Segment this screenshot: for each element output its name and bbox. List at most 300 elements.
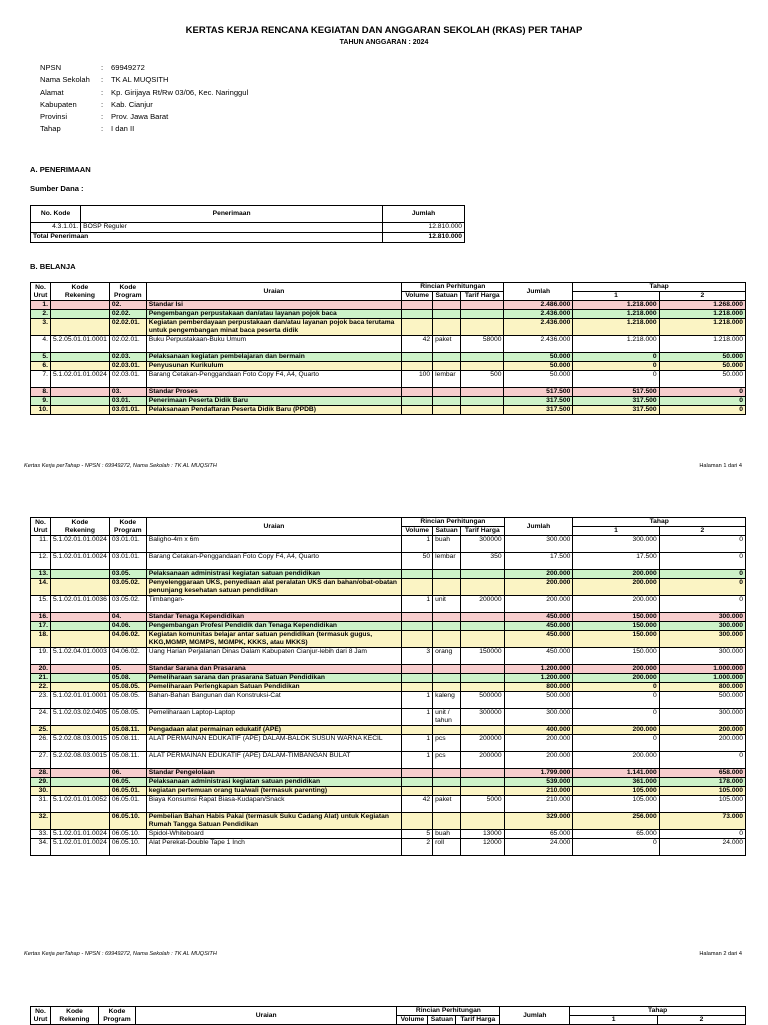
no-cell: 3. xyxy=(31,319,51,336)
uraian-cell: Baligho-4m x 6m xyxy=(146,536,401,553)
uraian-cell: Pelaksanaan kegiatan pembelajaran dan bermain xyxy=(146,353,401,362)
rekening-cell: 5.1.02.01.01.0024 xyxy=(50,839,109,856)
rekening-cell xyxy=(50,388,109,397)
rekening-cell: 5.1.02.03.02.0405 xyxy=(50,709,109,726)
satuan-cell xyxy=(433,622,461,631)
tahap-1-cell: 1.141.000 xyxy=(573,769,659,778)
header-volume xyxy=(402,292,433,301)
table-row xyxy=(31,683,746,692)
no-cell: 31. xyxy=(31,796,51,813)
header-text: 2 xyxy=(700,527,705,534)
table-row xyxy=(31,223,465,233)
tahap-2-cell: 73.000 xyxy=(659,813,745,830)
no-cell: 8. xyxy=(31,388,51,397)
tahap-1-cell: 150.000 xyxy=(573,622,659,631)
volume-cell: 5 xyxy=(402,830,433,839)
header-text: Jumlah xyxy=(526,522,551,530)
tahap-1-cell: 1.218.000 xyxy=(573,310,659,319)
jumlah-cell: 200.000 xyxy=(504,570,573,579)
tahap-1-cell: 0 xyxy=(573,709,659,726)
no-cell: 17. xyxy=(31,622,51,631)
tahap-2-cell: 300.000 xyxy=(659,613,745,622)
table-row xyxy=(31,726,746,735)
uraian-cell: Pemeliharaan Perlengkapan Satuan Pendidikan xyxy=(146,683,401,692)
header-kode-program xyxy=(109,283,146,301)
program-cell: 05.08. xyxy=(109,674,146,683)
info-row xyxy=(40,75,248,87)
satuan-cell xyxy=(433,301,461,310)
program-cell: 02.02.01. xyxy=(109,319,146,336)
program-cell: 06. xyxy=(109,769,146,778)
volume-cell xyxy=(402,787,433,796)
header-text: Rincian Perhitungan xyxy=(415,1007,481,1014)
tahap-1-cell: 200.000 xyxy=(573,726,659,735)
jumlah-cell: 2.436.000 xyxy=(504,310,573,319)
header-text: Volume xyxy=(405,292,429,299)
volume-cell: 50 xyxy=(402,553,433,570)
no-cell: 5. xyxy=(31,353,51,362)
program-cell: 03.01. xyxy=(109,397,146,406)
penerimaan-cell: BOSP Reguler xyxy=(81,223,383,233)
tahap-1-cell: 300.000 xyxy=(573,536,659,553)
tarif-cell: 500 xyxy=(461,371,504,388)
rekening-cell: 5.1.02.04.01.0003 xyxy=(50,648,109,665)
table-row xyxy=(31,301,746,310)
tahap-2-cell: 0 xyxy=(659,388,745,397)
header-text: Kode xyxy=(108,1007,126,1015)
jumlah-cell: 1.200.000 xyxy=(504,665,573,674)
volume-cell xyxy=(402,778,433,787)
header-satuan xyxy=(433,527,461,536)
uraian-cell: Pemeliharaan sarana dan prasarana Satuan Pendidikan xyxy=(146,674,401,683)
satuan-cell: roll xyxy=(433,839,461,856)
table-row xyxy=(31,353,746,362)
satuan-cell xyxy=(433,769,461,778)
satuan-cell xyxy=(433,353,461,362)
volume-cell: 3 xyxy=(402,648,433,665)
satuan-cell xyxy=(433,319,461,336)
header-text: Kode xyxy=(119,518,137,526)
header-text: Satuan xyxy=(435,292,458,299)
no-cell: 32. xyxy=(31,813,51,830)
tahap-2-cell: 105.000 xyxy=(659,787,745,796)
tahap-1-cell: 17.500 xyxy=(573,553,659,570)
table-row xyxy=(31,622,746,631)
jumlah-cell: 1.799.000 xyxy=(504,769,573,778)
table-row xyxy=(31,709,746,726)
tarif-cell xyxy=(461,319,504,336)
uraian-cell: Timbangan- xyxy=(146,596,401,613)
uraian-cell: Biaya Konsumsi Rapat Biasa-Kudapan/Snack xyxy=(146,796,401,813)
tahap-2-cell: 0 xyxy=(659,570,745,579)
header-tarif-harga xyxy=(461,292,504,301)
header-tarif-harga xyxy=(461,527,504,536)
header-tahap-2 xyxy=(658,1016,746,1025)
program-cell: 06.05.01. xyxy=(109,787,146,796)
tahap-1-cell: 517.500 xyxy=(573,388,659,397)
volume-cell: 42 xyxy=(402,336,433,353)
program-cell: 04.06.02. xyxy=(109,648,146,665)
jumlah-cell: 539.000 xyxy=(504,778,573,787)
header-volume xyxy=(402,527,433,536)
program-cell: 06.05.10. xyxy=(109,813,146,830)
tahap-1-cell: 0 xyxy=(573,683,659,692)
tahap-1-cell: 200.000 xyxy=(573,674,659,683)
document-title: KERTAS KERJA RENCANA KEGIATAN DAN ANGGARAN SEKOLAH (RKAS) PER TAHAP xyxy=(185,25,583,36)
info-value: Kp. Girijaya Rt/Rw 03/06, Kec. Naringgul xyxy=(111,87,249,97)
satuan-cell xyxy=(433,362,461,371)
uraian-cell: Penyelenggaraan UKS, penyediaan alat peralatan UKS dan bahan/obat-obatan penunjang kesehatan satuan pendidikan xyxy=(146,579,401,596)
info-row xyxy=(40,100,248,112)
info-label: Kabupaten xyxy=(40,99,77,109)
info-row xyxy=(40,124,248,136)
no-cell: 2. xyxy=(31,310,51,319)
uraian-cell: Pembelian Bahan Habis Pakai (termasuk Suku Cadang Alat) untuk Kegiatan Rumah Tangga Satuan Pendidikan xyxy=(146,813,401,830)
satuan-cell: paket xyxy=(433,336,461,353)
program-cell: 06.05. xyxy=(109,778,146,787)
table-row xyxy=(31,596,746,613)
tarif-cell xyxy=(461,353,504,362)
uraian-cell: Pengadaan alat permainan edukatif (APE) xyxy=(146,726,401,735)
sumber-dana-label: Sumber Dana : xyxy=(30,184,84,193)
header-text: Program xyxy=(103,1015,131,1023)
tarif-cell: 500000 xyxy=(461,692,504,709)
jumlah-cell: 200.000 xyxy=(504,596,573,613)
total-value: 12.810.000 xyxy=(383,233,465,243)
rekening-cell xyxy=(50,353,109,362)
no-cell: 29. xyxy=(31,778,51,787)
table-row xyxy=(31,813,746,830)
tahap-2-cell: 200.000 xyxy=(659,735,745,752)
volume-cell xyxy=(402,769,433,778)
header-text: Tahap xyxy=(648,1007,668,1014)
no-cell: 13. xyxy=(31,570,51,579)
no-cell: 24. xyxy=(31,709,51,726)
tahap-2-cell: 300.000 xyxy=(659,648,745,665)
jumlah-cell: 50.000 xyxy=(504,371,573,388)
header-text: Tahap xyxy=(649,518,669,525)
header-tahap-2 xyxy=(659,527,745,536)
header-text: Kode xyxy=(71,283,89,291)
volume-cell xyxy=(402,362,433,371)
header-satuan xyxy=(433,292,461,301)
footer-note: Kertas Kerja perTahap - NPSN : 69949272, Nama Sekolah : TK AL MUQSITH xyxy=(24,951,217,957)
tarif-cell xyxy=(461,388,504,397)
header-text: No. xyxy=(35,1007,46,1015)
jumlah-cell: 200.000 xyxy=(504,752,573,769)
rekening-cell: 5.1.02.01.01.0001 xyxy=(50,692,109,709)
kode-cell: 4.3.1.01. xyxy=(31,223,81,233)
volume-cell xyxy=(402,319,433,336)
rekening-cell xyxy=(50,319,109,336)
jumlah-cell: 200.000 xyxy=(504,579,573,596)
header-uraian xyxy=(135,1007,396,1025)
program-cell: 05. xyxy=(109,665,146,674)
tahap-2-cell: 1.000.000 xyxy=(659,674,745,683)
jumlah-cell: 12.810.000 xyxy=(383,223,465,233)
volume-cell xyxy=(402,388,433,397)
tarif-cell: 200000 xyxy=(461,735,504,752)
tahap-1-cell: 200.000 xyxy=(573,570,659,579)
tahap-1-cell: 150.000 xyxy=(573,648,659,665)
uraian-cell: Barang Cetakan-Penggandaan Foto Copy F4, A4, Quarto xyxy=(146,553,401,570)
no-cell: 19. xyxy=(31,648,51,665)
header-tarif-harga xyxy=(456,1016,500,1025)
info-colon: : xyxy=(101,99,104,109)
jumlah-cell: 50.000 xyxy=(504,362,573,371)
info-colon: : xyxy=(101,124,104,134)
program-cell: 03.05.02. xyxy=(109,579,146,596)
no-cell: 1. xyxy=(31,301,51,310)
tarif-cell xyxy=(461,406,504,415)
tarif-cell: 300000 xyxy=(461,536,504,553)
program-cell: 02. xyxy=(109,301,146,310)
tahap-2-cell: 1.268.000 xyxy=(659,301,745,310)
tahap-1-cell: 1.218.000 xyxy=(573,319,659,336)
no-cell: 6. xyxy=(31,362,51,371)
no-cell: 18. xyxy=(31,631,51,648)
uraian-cell: Kegiatan pemberdayaan perpustakaan dan/atau layanan pojok baca terutama untuk pengembangan minat baca peserta didik xyxy=(146,319,401,336)
header-tahap xyxy=(570,1007,746,1016)
header-volume xyxy=(397,1016,428,1025)
table-row xyxy=(31,665,746,674)
rekening-cell xyxy=(50,622,109,631)
table-row xyxy=(31,830,746,839)
uraian-cell: Pelaksanaan administrasi kegiatan satuan pendidikan xyxy=(146,778,401,787)
table-row xyxy=(31,388,746,397)
satuan-cell xyxy=(433,388,461,397)
no-cell: 23. xyxy=(31,692,51,709)
header-text: Tarif Harga xyxy=(464,292,500,299)
header-uraian xyxy=(146,283,401,301)
tarif-cell xyxy=(461,778,504,787)
uraian-cell: Alat Perekat-Double Tape 1 Inch xyxy=(146,839,401,856)
volume-cell: 1 xyxy=(402,752,433,769)
header-text: 2 xyxy=(699,1016,704,1023)
volume-cell xyxy=(402,406,433,415)
volume-cell xyxy=(402,310,433,319)
tahap-1-cell: 200.000 xyxy=(573,579,659,596)
tahap-2-cell: 300.000 xyxy=(659,622,745,631)
tahap-1-cell: 150.000 xyxy=(573,613,659,622)
tahap-2-cell: 1.000.000 xyxy=(659,665,745,674)
tarif-cell: 150000 xyxy=(461,648,504,665)
info-value: TK AL MUQSITH xyxy=(111,75,169,85)
jumlah-cell: 329.000 xyxy=(504,813,573,830)
header-no-urut xyxy=(31,518,51,536)
tarif-cell xyxy=(461,813,504,830)
satuan-cell xyxy=(433,778,461,787)
volume-cell xyxy=(402,353,433,362)
header-text: Kode xyxy=(71,518,89,526)
rekening-cell: 5.1.02.01.01.0024 xyxy=(50,553,109,570)
tarif-cell xyxy=(461,631,504,648)
info-value: 69949272 xyxy=(111,63,145,72)
header-rincian-perhitungan xyxy=(397,1007,500,1016)
tarif-cell: 12000 xyxy=(461,839,504,856)
rekening-cell xyxy=(50,613,109,622)
info-value: Prov. Jawa Barat xyxy=(111,112,169,122)
table-row xyxy=(31,839,746,856)
header-tahap xyxy=(573,283,746,292)
jumlah-cell: 24.000 xyxy=(504,839,573,856)
uraian-cell: Pengembangan Profesi Pendidik dan Tenaga Kependidikan xyxy=(146,622,401,631)
volume-cell: 1 xyxy=(402,709,433,726)
header-rincian-perhitungan xyxy=(402,283,504,292)
uraian-cell: Penerimaan Peserta Didik Baru xyxy=(146,397,401,406)
table-row xyxy=(31,406,746,415)
jumlah-cell: 450.000 xyxy=(504,648,573,665)
no-cell: 21. xyxy=(31,674,51,683)
uraian-cell: Pengembangan perpustakaan dan/atau layanan pojok baca xyxy=(146,310,401,319)
volume-cell xyxy=(402,622,433,631)
program-cell: 02.02. xyxy=(109,310,146,319)
tahap-1-cell: 1.218.000 xyxy=(573,301,659,310)
uraian-cell: Uang Harian Perjalanan Dinas Dalam Kabupaten Cianjur-lebih dari 8 Jam xyxy=(146,648,401,665)
tahap-2-cell: 1.218.000 xyxy=(659,310,745,319)
program-cell: 05.08.05. xyxy=(109,709,146,726)
header-tahap xyxy=(573,518,746,527)
volume-cell xyxy=(402,683,433,692)
info-row xyxy=(40,88,248,100)
tarif-cell: 58000 xyxy=(461,336,504,353)
tahap-1-cell: 0 xyxy=(573,735,659,752)
volume-cell: 1 xyxy=(402,692,433,709)
header-no-urut xyxy=(31,1007,51,1025)
header-text: Urut xyxy=(33,291,48,299)
header-no-kode: No. Kode xyxy=(31,206,81,223)
tarif-cell xyxy=(461,726,504,735)
rekening-cell: 5.1.02.01.01.0024 xyxy=(50,830,109,839)
info-row xyxy=(40,112,248,124)
total-row xyxy=(31,233,465,243)
rekening-cell: 5.2.02.08.03.0015 xyxy=(50,752,109,769)
header-text: Kode xyxy=(66,1007,83,1015)
header-kode-rekening xyxy=(50,283,109,301)
volume-cell: 2 xyxy=(402,839,433,856)
volume-cell: 1 xyxy=(402,596,433,613)
uraian-cell: Standar Sarana dan Prasarana xyxy=(146,665,401,674)
total-label: Total Penerimaan xyxy=(31,233,383,243)
tahap-1-cell: 0 xyxy=(573,692,659,709)
header-text: Jumlah xyxy=(526,287,551,295)
belanja-table-page-2 xyxy=(30,517,746,856)
header-text: Urut xyxy=(33,1015,48,1023)
satuan-cell: pcs xyxy=(433,735,461,752)
tahap-1-cell: 317.500 xyxy=(573,406,659,415)
no-cell: 14. xyxy=(31,579,51,596)
tahap-1-cell: 200.000 xyxy=(573,665,659,674)
volume-cell xyxy=(402,397,433,406)
jumlah-cell: 317.500 xyxy=(504,406,573,415)
info-label: NPSN xyxy=(40,63,62,72)
tahap-1-cell: 0 xyxy=(573,362,659,371)
tarif-cell xyxy=(461,683,504,692)
program-cell: 05.08.11. xyxy=(109,735,146,752)
jumlah-cell: 200.000 xyxy=(504,735,573,752)
tahap-2-cell: 658.000 xyxy=(659,769,745,778)
jumlah-cell: 400.000 xyxy=(504,726,573,735)
penerimaan-table xyxy=(30,205,465,243)
volume-cell: 42 xyxy=(402,796,433,813)
header-satuan xyxy=(428,1016,456,1025)
info-value: I dan II xyxy=(111,124,135,134)
uraian-cell: Standar Proses xyxy=(146,388,401,397)
satuan-cell xyxy=(433,665,461,674)
program-cell: 03. xyxy=(109,388,146,397)
tahap-1-cell: 105.000 xyxy=(573,787,659,796)
uraian-cell: Pelaksanaan administrasi kegiatan satuan pendidikan xyxy=(146,570,401,579)
tahap-2-cell: 0 xyxy=(659,579,745,596)
header-text: Uraian xyxy=(255,1011,277,1019)
satuan-cell xyxy=(433,631,461,648)
jumlah-cell: 1.200.000 xyxy=(504,674,573,683)
tarif-cell: 200000 xyxy=(461,596,504,613)
uraian-cell: Kegiatan komunitas belajar antar satuan pendidikan (termasuk gugus, KKG,MGMP, MGMPS, MGMPK, KKKS, atau MKKS) xyxy=(146,631,401,648)
no-cell: 12. xyxy=(31,553,51,570)
header-text: 1 xyxy=(614,292,618,299)
jumlah-cell: 517.500 xyxy=(504,388,573,397)
tarif-cell xyxy=(461,622,504,631)
header-text: Rincian Perhitungan xyxy=(420,283,486,290)
uraian-cell: Pelaksanaan Pendaftaran Peserta Didik Baru (PPDB) xyxy=(146,406,401,415)
header-text: Kode xyxy=(119,283,137,291)
satuan-cell xyxy=(433,570,461,579)
table-row xyxy=(31,796,746,813)
header-uraian xyxy=(146,518,401,536)
header-text: Uraian xyxy=(263,287,285,295)
satuan-cell: buah xyxy=(433,830,461,839)
rekening-cell xyxy=(50,579,109,596)
rekening-cell xyxy=(50,726,109,735)
tahap-2-cell: 800.000 xyxy=(659,683,745,692)
no-cell: 10. xyxy=(31,406,51,415)
volume-cell xyxy=(402,579,433,596)
header-jumlah xyxy=(504,518,573,536)
jumlah-cell: 210.000 xyxy=(504,787,573,796)
table-row xyxy=(31,579,746,596)
uraian-cell: Spidol-Whiteboard xyxy=(146,830,401,839)
jumlah-cell: 317.500 xyxy=(504,397,573,406)
tahap-2-cell: 0 xyxy=(659,752,745,769)
tahap-1-cell: 200.000 xyxy=(573,752,659,769)
uraian-cell: ALAT PERMAINAN EDUKATIF (APE) DALAM-BALOK SUSUN WARNA KECIL xyxy=(146,735,401,752)
section-belanja-heading: B. BELANJA xyxy=(30,262,76,271)
rekening-cell xyxy=(50,397,109,406)
program-cell: 02.02.01. xyxy=(109,336,146,353)
tarif-cell xyxy=(461,310,504,319)
satuan-cell xyxy=(433,813,461,830)
satuan-cell xyxy=(433,683,461,692)
program-cell: 03.05. xyxy=(109,570,146,579)
volume-cell xyxy=(402,726,433,735)
rekening-cell: 5.1.02.01.01.0052 xyxy=(50,796,109,813)
tahap-2-cell: 1.218.000 xyxy=(659,336,745,353)
no-cell: 4. xyxy=(31,336,51,353)
jumlah-cell: 450.000 xyxy=(504,631,573,648)
tahap-2-cell: 300.000 xyxy=(659,709,745,726)
uraian-cell: Standar Isi xyxy=(146,301,401,310)
jumlah-cell: 65.000 xyxy=(504,830,573,839)
rekening-cell xyxy=(50,674,109,683)
uraian-cell: kegiatan pertemuan orang tua/wali (termasuk parenting) xyxy=(146,787,401,796)
no-cell: 22. xyxy=(31,683,51,692)
program-cell: 03.01.01. xyxy=(109,406,146,415)
table-row xyxy=(31,397,746,406)
no-cell: 15. xyxy=(31,596,51,613)
tahap-2-cell: 0 xyxy=(659,406,745,415)
header-text: Tarif Harga xyxy=(464,527,500,534)
